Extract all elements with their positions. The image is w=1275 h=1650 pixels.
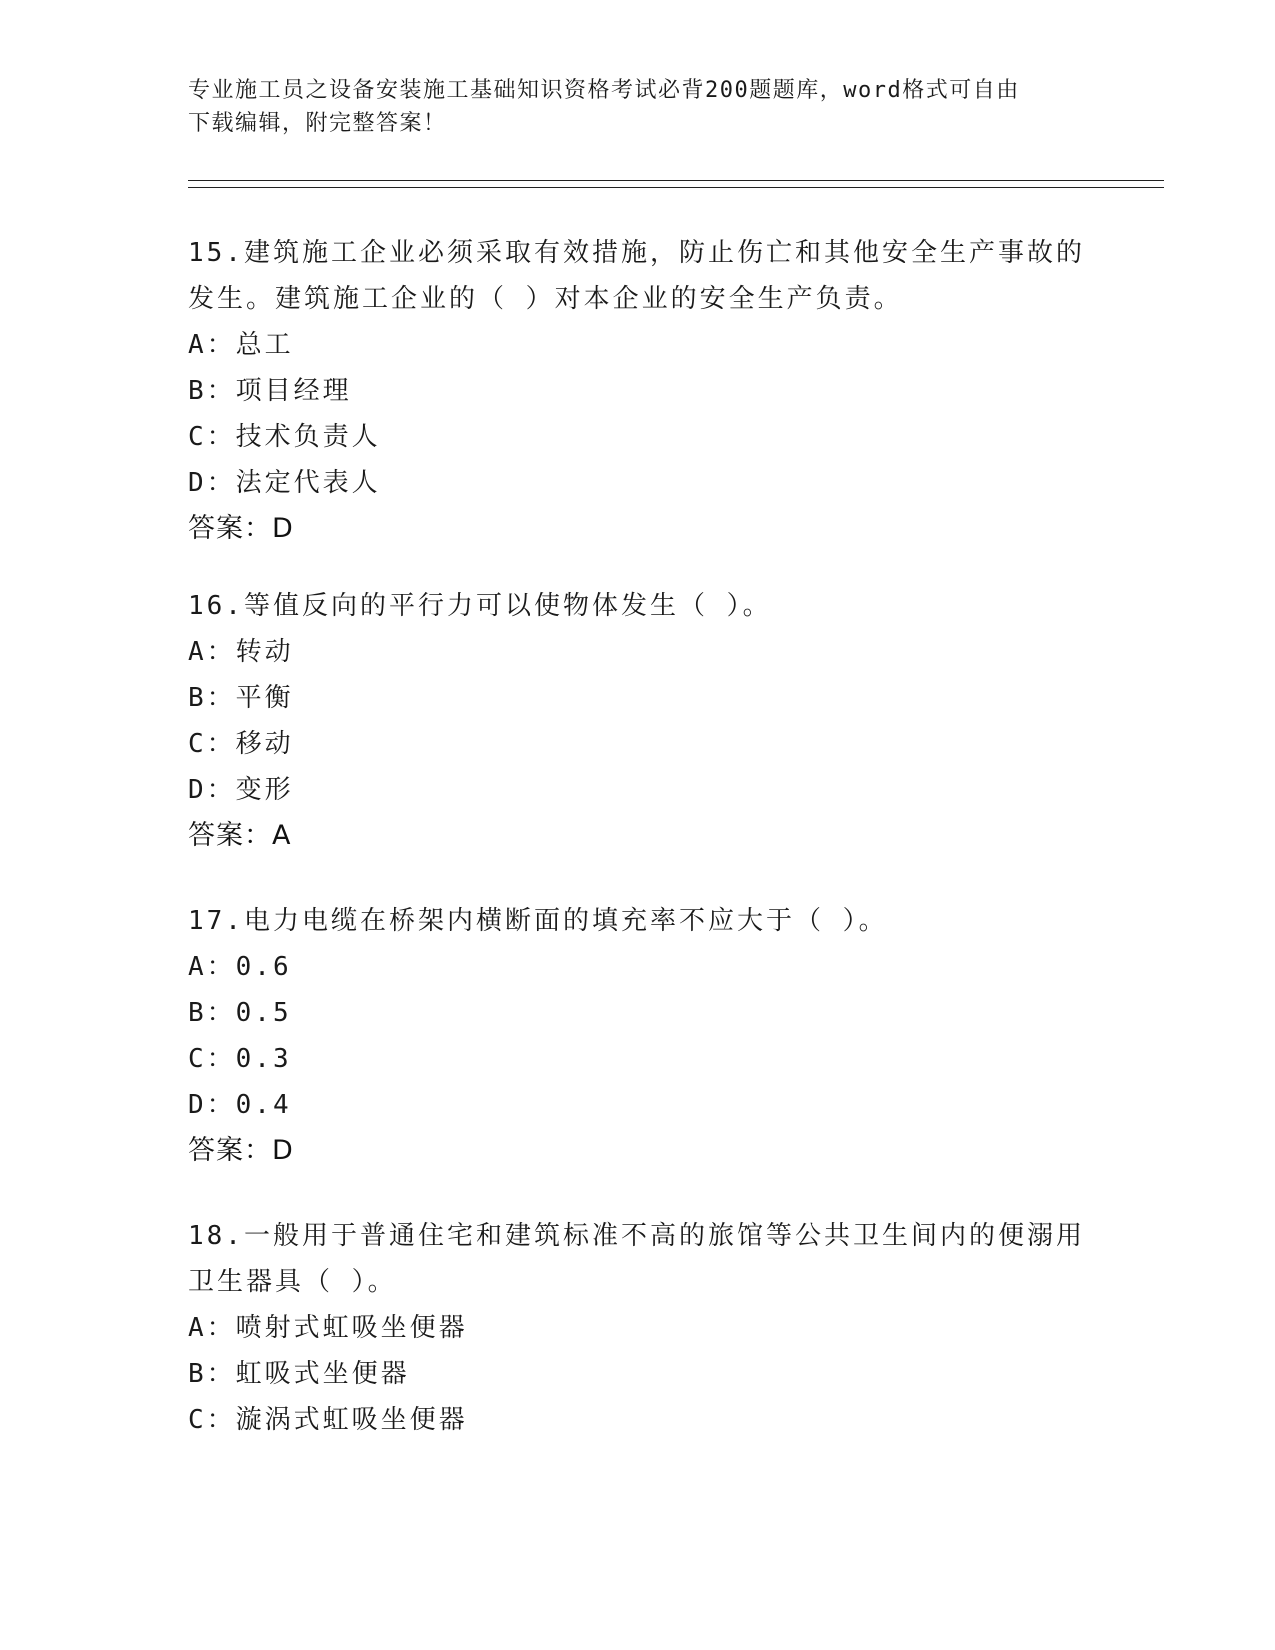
question-16	[188, 583, 1088, 859]
option-d: D：法定代表人	[188, 468, 381, 498]
question-stem-line-1: 18.一般用于普通住宅和建筑标准不高的旅馆等公共卫生间内的便溺用	[188, 1221, 1085, 1251]
header-line-2: 下载编辑，附完整答案！	[188, 111, 447, 136]
question-stem-line-2: 发生。建筑施工企业的（ ）对本企业的安全生产负责。	[188, 284, 903, 314]
option-d: D：0.4	[188, 1090, 292, 1120]
header-double-rule	[188, 180, 1164, 188]
option-a: A：0.6	[188, 952, 292, 982]
option-a: A：总工	[188, 330, 294, 360]
option-b: B：虹吸式坐便器	[188, 1359, 410, 1389]
question-stem-line-1: 15.建筑施工企业必须采取有效措施，防止伤亡和其他安全生产事故的	[188, 238, 1085, 268]
answer: 答案：D	[188, 1135, 294, 1166]
answer: 答案：A	[188, 820, 292, 851]
option-c: C：0.3	[188, 1044, 292, 1074]
option-c: C：漩涡式虹吸坐便器	[188, 1405, 468, 1435]
question-stem-line-1: 16.等值反向的平行力可以使物体发生（ ）。	[188, 591, 772, 621]
question-15	[188, 230, 1088, 552]
document-header	[188, 74, 1078, 140]
option-c: C：移动	[188, 729, 294, 759]
option-c: C：技术负责人	[188, 422, 381, 452]
question-17	[188, 898, 1088, 1174]
answer: 答案：D	[188, 513, 294, 544]
option-a: A：转动	[188, 637, 294, 667]
option-a: A：喷射式虹吸坐便器	[188, 1313, 468, 1343]
option-b: B：平衡	[188, 683, 294, 713]
header-line-1: 专业施工员之设备安装施工基础知识资格考试必背200题题库，word格式可自由	[188, 78, 1020, 103]
question-18	[188, 1213, 1088, 1443]
question-stem-line-1: 17.电力电缆在桥架内横断面的填充率不应大于（ ）。	[188, 906, 888, 936]
option-d: D：变形	[188, 775, 294, 805]
option-b: B：项目经理	[188, 376, 352, 406]
option-b: B：0.5	[188, 998, 292, 1028]
question-stem-line-2: 卫生器具（ ）。	[188, 1267, 397, 1297]
